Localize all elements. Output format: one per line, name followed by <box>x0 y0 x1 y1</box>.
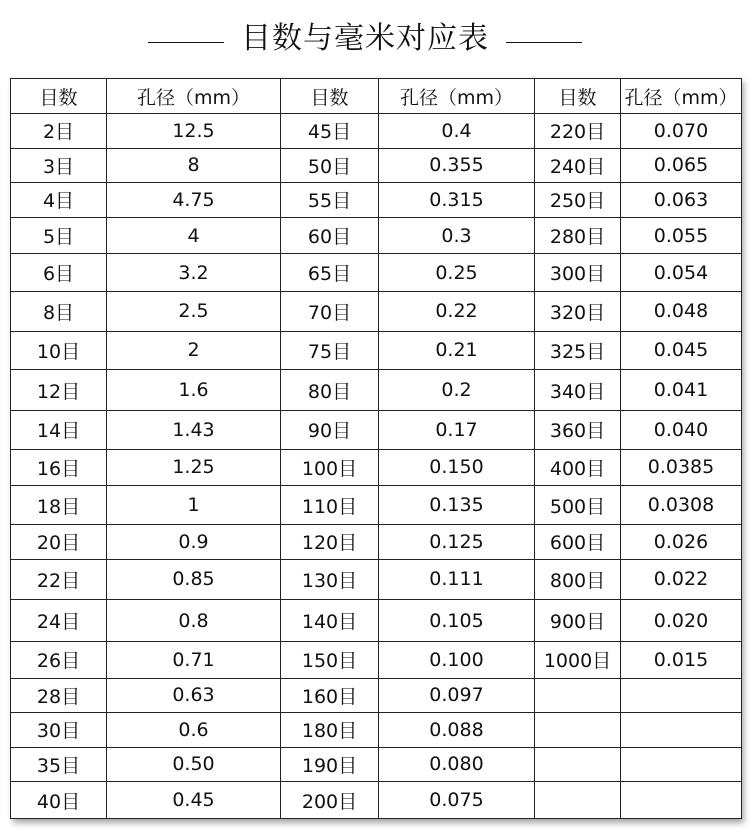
table-row <box>11 148 742 183</box>
mesh-cell: 600目 <box>535 524 621 559</box>
mesh-conversion-table <box>10 78 741 819</box>
aperture-cell: 3.2 <box>107 254 281 292</box>
table-row <box>11 747 742 782</box>
table-row <box>11 331 742 370</box>
mesh-cell: 100目 <box>281 449 379 486</box>
page-title: 目数与毫米对应表 <box>241 21 489 56</box>
aperture-cell: 0.097 <box>379 678 535 713</box>
aperture-cell: 0.315 <box>379 183 535 218</box>
aperture-cell: 0.045 <box>621 331 742 370</box>
table-row <box>11 559 742 600</box>
mesh-cell: 140目 <box>281 600 379 642</box>
aperture-cell: 0.45 <box>107 782 281 819</box>
aperture-cell: 0.4 <box>379 114 535 149</box>
mesh-cell <box>535 713 621 748</box>
aperture-cell: 0.075 <box>379 782 535 819</box>
table-row <box>11 114 742 149</box>
aperture-cell: 1.25 <box>107 449 281 486</box>
aperture-cell: 0.065 <box>621 148 742 183</box>
table-row <box>11 600 742 642</box>
table-row <box>11 183 742 218</box>
mesh-cell <box>535 747 621 782</box>
table-body <box>11 114 742 819</box>
mesh-cell: 40目 <box>11 782 107 819</box>
aperture-cell: 0.6 <box>107 713 281 748</box>
mesh-cell: 45目 <box>281 114 379 149</box>
title-row <box>0 0 750 78</box>
table-header-row <box>11 79 742 114</box>
aperture-cell: 0.041 <box>621 370 742 411</box>
mesh-cell: 240目 <box>535 148 621 183</box>
mesh-cell: 110目 <box>281 486 379 525</box>
aperture-cell: 0.100 <box>379 641 535 678</box>
header-mesh: 目数 <box>535 79 621 114</box>
mesh-cell: 160目 <box>281 678 379 713</box>
mesh-cell: 340目 <box>535 370 621 411</box>
table-row <box>11 411 742 450</box>
aperture-cell: 1 <box>107 486 281 525</box>
aperture-cell: 0.50 <box>107 747 281 782</box>
mesh-cell: 900目 <box>535 600 621 642</box>
aperture-cell: 2.5 <box>107 291 281 331</box>
mesh-cell: 325目 <box>535 331 621 370</box>
table-row <box>11 486 742 525</box>
aperture-cell: 0.020 <box>621 600 742 642</box>
aperture-cell: 0.21 <box>379 331 535 370</box>
table-row <box>11 641 742 678</box>
aperture-cell: 0.026 <box>621 524 742 559</box>
mesh-cell: 18目 <box>11 486 107 525</box>
aperture-cell: 0.125 <box>379 524 535 559</box>
aperture-cell: 0.25 <box>379 254 535 292</box>
aperture-cell: 0.150 <box>379 449 535 486</box>
aperture-cell: 0.355 <box>379 148 535 183</box>
aperture-cell: 1.43 <box>107 411 281 450</box>
aperture-cell: 0.85 <box>107 559 281 600</box>
mesh-cell: 250目 <box>535 183 621 218</box>
mesh-cell: 130目 <box>281 559 379 600</box>
table-row <box>11 449 742 486</box>
title-rule-right <box>506 42 582 43</box>
mesh-cell: 35目 <box>11 747 107 782</box>
mesh-cell: 120目 <box>281 524 379 559</box>
aperture-cell: 0.135 <box>379 486 535 525</box>
mesh-cell: 3目 <box>11 148 107 183</box>
mesh-cell: 150目 <box>281 641 379 678</box>
aperture-cell: 0.048 <box>621 291 742 331</box>
mesh-cell: 26目 <box>11 641 107 678</box>
aperture-cell: 0.040 <box>621 411 742 450</box>
mesh-cell: 90目 <box>281 411 379 450</box>
mesh-cell: 16目 <box>11 449 107 486</box>
aperture-cell: 0.111 <box>379 559 535 600</box>
aperture-cell: 1.6 <box>107 370 281 411</box>
mesh-cell: 200目 <box>281 782 379 819</box>
header-mesh: 目数 <box>281 79 379 114</box>
mesh-cell: 12目 <box>11 370 107 411</box>
aperture-cell <box>621 678 742 713</box>
mesh-cell: 5目 <box>11 217 107 254</box>
aperture-cell: 0.015 <box>621 641 742 678</box>
header-aperture: 孔径（mm） <box>379 79 535 114</box>
table-row <box>11 370 742 411</box>
mesh-cell: 60目 <box>281 217 379 254</box>
mesh-cell: 70目 <box>281 291 379 331</box>
aperture-cell: 0.8 <box>107 600 281 642</box>
aperture-cell: 0.054 <box>621 254 742 292</box>
aperture-cell: 4 <box>107 217 281 254</box>
aperture-cell: 0.0385 <box>621 449 742 486</box>
mesh-cell: 280目 <box>535 217 621 254</box>
mesh-cell: 190目 <box>281 747 379 782</box>
aperture-cell: 0.022 <box>621 559 742 600</box>
mesh-cell: 500目 <box>535 486 621 525</box>
aperture-cell: 0.0308 <box>621 486 742 525</box>
header-aperture: 孔径（mm） <box>621 79 742 114</box>
aperture-cell <box>621 782 742 819</box>
mesh-cell: 180目 <box>281 713 379 748</box>
mesh-cell: 50目 <box>281 148 379 183</box>
aperture-cell: 0.17 <box>379 411 535 450</box>
mesh-cell: 8目 <box>11 291 107 331</box>
mesh-cell: 320目 <box>535 291 621 331</box>
mesh-cell: 1000目 <box>535 641 621 678</box>
mesh-cell: 80目 <box>281 370 379 411</box>
mesh-cell: 28目 <box>11 678 107 713</box>
aperture-cell: 0.63 <box>107 678 281 713</box>
mesh-cell: 22目 <box>11 559 107 600</box>
table-row <box>11 254 742 292</box>
mesh-cell: 55目 <box>281 183 379 218</box>
aperture-cell: 0.71 <box>107 641 281 678</box>
header-aperture: 孔径（mm） <box>107 79 281 114</box>
mesh-cell: 75目 <box>281 331 379 370</box>
aperture-cell: 0.080 <box>379 747 535 782</box>
table-row <box>11 291 742 331</box>
mesh-cell: 400目 <box>535 449 621 486</box>
mesh-cell: 24目 <box>11 600 107 642</box>
aperture-cell: 0.22 <box>379 291 535 331</box>
table-row <box>11 524 742 559</box>
aperture-cell <box>621 713 742 748</box>
aperture-cell: 0.063 <box>621 183 742 218</box>
mesh-cell <box>535 782 621 819</box>
mesh-cell: 65目 <box>281 254 379 292</box>
aperture-cell: 4.75 <box>107 183 281 218</box>
header-mesh: 目数 <box>11 79 107 114</box>
mesh-cell: 2目 <box>11 114 107 149</box>
table-row <box>11 713 742 748</box>
mesh-cell: 220目 <box>535 114 621 149</box>
aperture-cell: 12.5 <box>107 114 281 149</box>
table-row <box>11 678 742 713</box>
mesh-cell: 10目 <box>11 331 107 370</box>
aperture-cell: 0.9 <box>107 524 281 559</box>
mesh-cell: 800目 <box>535 559 621 600</box>
mesh-cell: 14目 <box>11 411 107 450</box>
mesh-cell: 4目 <box>11 183 107 218</box>
aperture-cell: 0.088 <box>379 713 535 748</box>
mesh-cell: 30目 <box>11 713 107 748</box>
mesh-cell: 360目 <box>535 411 621 450</box>
aperture-cell: 0.055 <box>621 217 742 254</box>
mesh-cell: 300目 <box>535 254 621 292</box>
table-row <box>11 217 742 254</box>
aperture-cell: 2 <box>107 331 281 370</box>
aperture-cell <box>621 747 742 782</box>
table-row <box>11 782 742 819</box>
mesh-cell <box>535 678 621 713</box>
mesh-cell: 20目 <box>11 524 107 559</box>
aperture-cell: 0.105 <box>379 600 535 642</box>
aperture-cell: 0.2 <box>379 370 535 411</box>
aperture-cell: 0.3 <box>379 217 535 254</box>
aperture-cell: 0.070 <box>621 114 742 149</box>
aperture-cell: 8 <box>107 148 281 183</box>
mesh-cell: 6目 <box>11 254 107 292</box>
title-rule-left <box>148 42 224 43</box>
